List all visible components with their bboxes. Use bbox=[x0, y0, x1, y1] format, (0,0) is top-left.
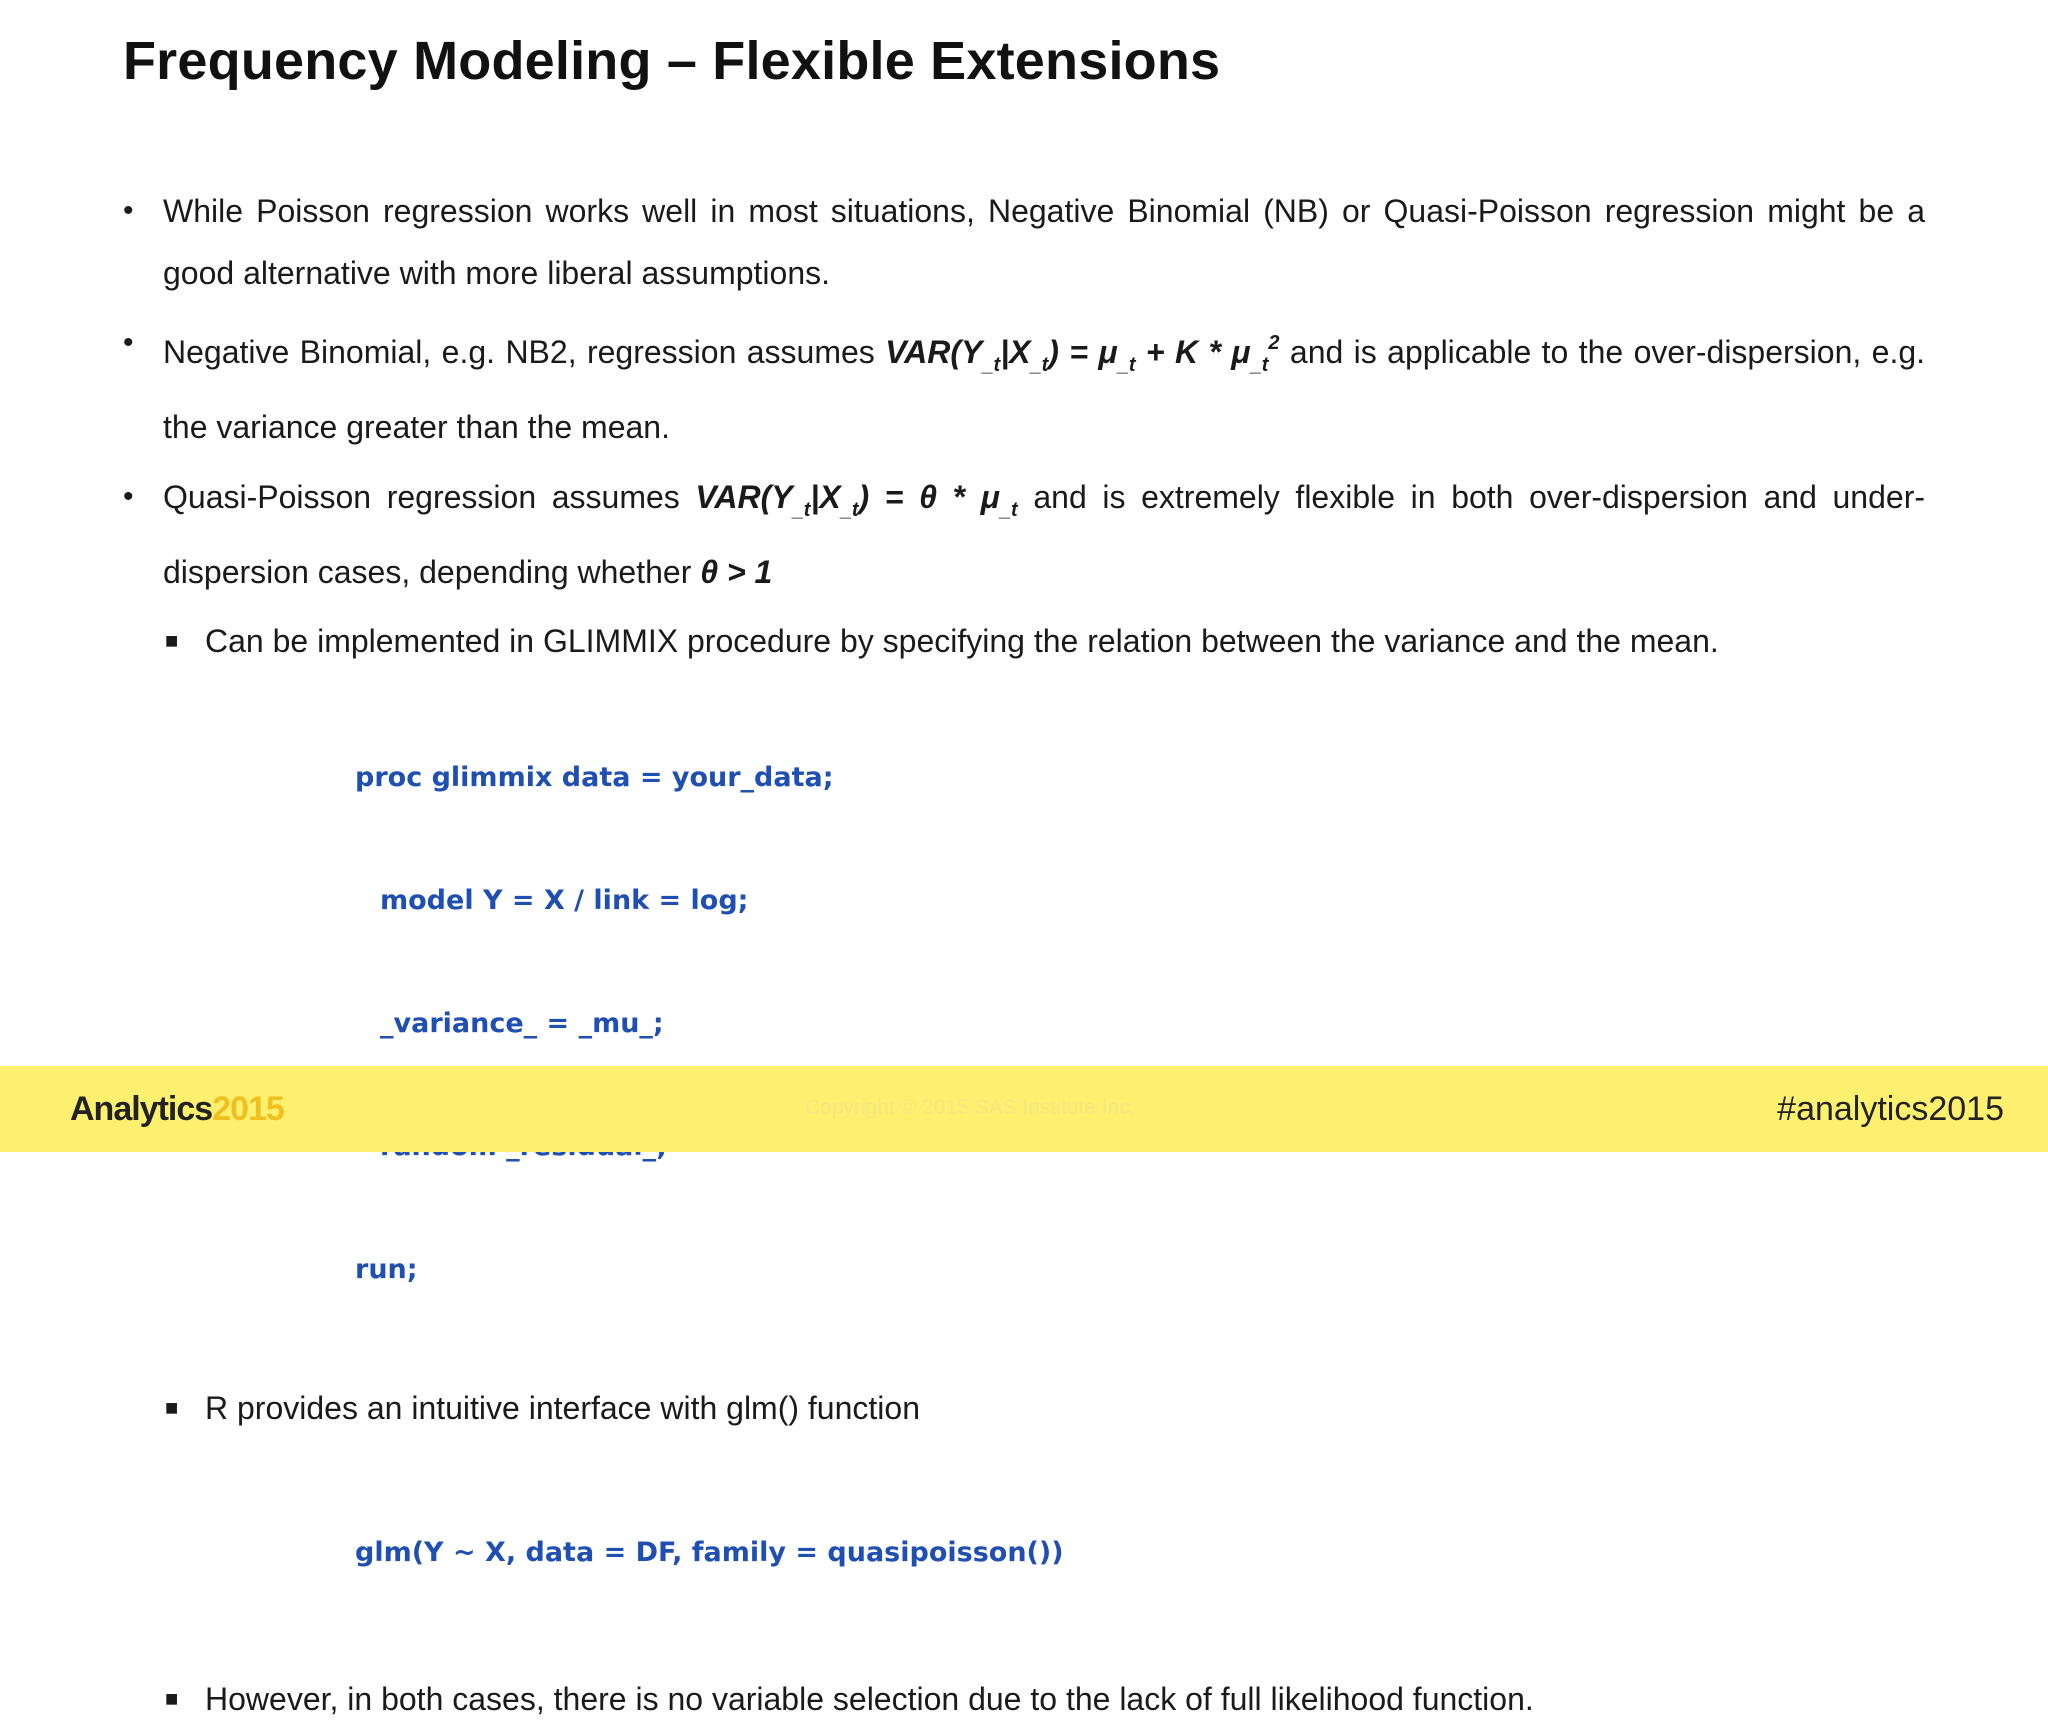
square-bullet-icon: ■ bbox=[165, 628, 179, 653]
analytics-logo: Analytics2015 bbox=[70, 1090, 284, 1128]
sub-bullet-text: However, in both cases, there is no variable selection due to the lack of full likelihood function. bbox=[205, 1681, 1534, 1717]
qp-variance-formula: $VAR(Y_{\_t}|X_{\_t}) = \theta * \mu_{\_t}$ bbox=[695, 479, 1018, 521]
sub-bullet-r-glm bbox=[165, 1378, 1925, 1438]
code-block-glimmix bbox=[355, 675, 2048, 1372]
code-line: run; bbox=[355, 1254, 418, 1285]
slide-title: Frequency Modeling – Flexible Extensions bbox=[123, 31, 1221, 91]
footer-bar bbox=[0, 1066, 2048, 1152]
code-line: proc glimmix data = your_data; bbox=[355, 762, 834, 793]
sub-bullet-text: R provides an intuitive interface with glm() function bbox=[205, 1390, 920, 1426]
bullet-quasi-poisson bbox=[123, 466, 1926, 603]
bullet-text-after: and is extremely flexible in both over-dispersion and under-dispersion cases, depending whether bbox=[163, 479, 1926, 590]
theta-condition: θ > 1 bbox=[700, 554, 773, 590]
sub-bullet-text: Can be implemented in GLIMMIX procedure by specifying the relation between the variance and the mean. bbox=[205, 623, 1719, 659]
bullet-poisson bbox=[123, 180, 1925, 304]
code-line: glm(Y ~ X, data = DF, family = quasipoisson()) bbox=[355, 1537, 1064, 1568]
sub-bullet-glimmix bbox=[165, 611, 1925, 671]
code-line: model Y = X / link = log; bbox=[380, 885, 749, 916]
bullet-dot-icon: • bbox=[123, 480, 134, 513]
bullet-dot-icon: • bbox=[123, 194, 134, 227]
code-line: _variance_ = _mu_; bbox=[380, 1008, 664, 1039]
bullet-dot-icon: • bbox=[123, 326, 134, 359]
code-block-r bbox=[355, 1450, 2048, 1655]
slide-body bbox=[0, 180, 2048, 1729]
hashtag-text: #analytics2015 bbox=[1777, 1090, 2004, 1128]
bullet-text: While Poisson regression works well in most situations, Negative Binomial (NB) or Quasi-Poisson regression might be a good alternative with more liberal assumptions. bbox=[163, 193, 1925, 291]
bullet-negative-binomial bbox=[123, 312, 1926, 458]
bullet-text-after: and is applicable to the over-dispersion, e.g. the variance greater than the mean. bbox=[163, 334, 1926, 445]
bullet-text: Negative Binomial, e.g. NB2, regression assumes bbox=[163, 334, 886, 370]
square-bullet-icon: ■ bbox=[165, 1395, 179, 1420]
square-bullet-icon: ■ bbox=[165, 1686, 179, 1711]
nb-variance-formula: $VAR(Y_{\_t}|X_{\_t}) = \mu_{\_t} + K * \mu_{\_t}^2$ bbox=[885, 332, 1280, 376]
bullet-text: Quasi-Poisson regression assumes bbox=[163, 479, 696, 515]
copyright-text: Copyright © 2015 SAS Institute Inc. bbox=[805, 1096, 1136, 1119]
sub-bullet-limitation bbox=[165, 1669, 1925, 1729]
